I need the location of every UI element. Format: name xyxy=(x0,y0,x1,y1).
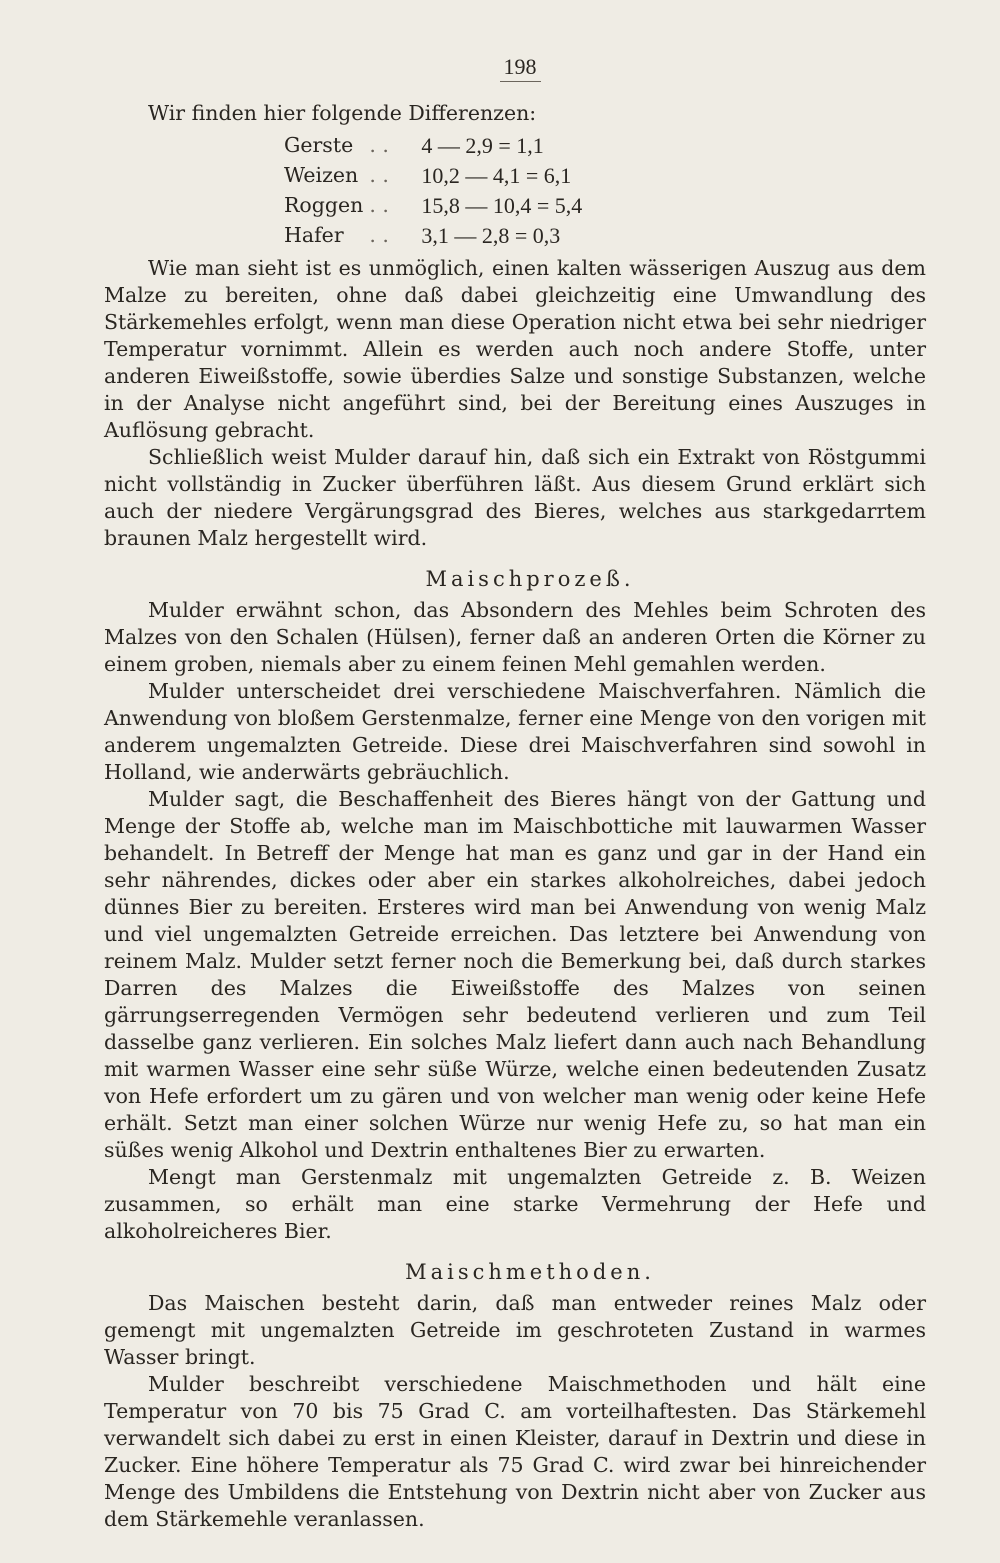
grain-name: Hafer xyxy=(284,222,344,247)
difference-calc: 15,8 — 10,4 = 5,4 xyxy=(421,192,583,218)
section-heading: Maischmethoden. xyxy=(405,1260,655,1284)
grain-name: Weizen xyxy=(284,162,359,187)
paragraph: Wie man sieht ist es unmöglich, einen kalten wässerigen Auszug aus dem Malze zu bereiten, ohne daß dabei gleichzeitig eine Umwandlung des Stärkemehles erfolgt, wenn man diese Operation nicht etwa bei sehr niedriger Temperatur vornimmt. Allein es werden auch noch andere Stoffe, unter anderen Eiweißstoffe, sowie überdies Salze und sonstige Substanzen, welche in der Analyse nicht angeführt sind, bei der Bereitung eines Auszuges in Auflösung gebracht. xyxy=(104,256,926,442)
table-row: Weizen . . 10,2 — 4,1 = 6,1 xyxy=(284,160,588,190)
differences-table xyxy=(284,130,588,250)
paragraph: Mulder unterscheidet drei verschiedene Maischverfahren. Nämlich die Anwendung von bloßem Gerstenmalze, ferner eine Menge von den vorigen mit anderem ungemalzten Getreide. Diese drei Maischverfahren sind sowohl in Holland, wie anderwärts gebräuchlich. xyxy=(104,679,926,784)
paragraph: Mulder erwähnt schon, das Absondern des Mehles beim Schroten des Malzes von den Schalen (Hülsen), ferner daß an anderen Orten die Körner zu einem groben, niemals aber zu einem feinen Mehl gemahlen werden. xyxy=(104,598,926,676)
difference-calc: 10,2 — 4,1 = 6,1 xyxy=(421,162,572,188)
paragraph: Mengt man Gerstenmalz mit ungemalzten Getreide z. B. Weizen zusammen, so erhält man eine starke Vermehrung der Hefe und alkoholreicheres Bier. xyxy=(104,1165,926,1243)
grain-name: Gerste xyxy=(284,132,354,157)
paragraph: Das Maischen besteht darin, daß man entweder reines Malz oder gemengt mit ungemalzten Getreide im geschroteten Zustand in warmes Wasser bringt. xyxy=(104,1291,926,1369)
table-row: Roggen . . 15,8 — 10,4 = 5,4 xyxy=(284,190,588,220)
section-heading: Maischprozeß. xyxy=(425,567,635,591)
grain-name: Roggen xyxy=(284,192,364,217)
page-number: 198 xyxy=(0,54,1000,80)
difference-calc: 3,1 — 2,8 = 0,3 xyxy=(421,222,561,248)
table-row: Gerste . . 4 — 2,9 = 1,1 xyxy=(284,130,588,160)
paragraph: Mulder sagt, die Beschaffenheit des Bieres hängt von der Gattung und Menge der Stoffe ab, welche man im Maischbottiche mit lauwarmen Wasser behandelt. In Betreff der Menge hat man es ganz und gar in der Hand ein sehr nährendes, dickes oder aber ein starkes alkoholreiches, dabei jedoch dünnes Bier zu bereiten. Ersteres wird man bei Anwendung von wenig Malz und viel ungemalzten Getreide erreichen. Das letztere bei Anwendung von reinem Malz. Mulder setzt ferner noch die Bemerkung bei, daß durch starkes Darren des Malzes die Eiweißstoffe des Malzes von seinen gärrungserregenden Vermögen sehr bedeutend verlieren und zum Teil dasselbe ganz verlieren. Ein solches Malz liefert dann auch nach Behandlung mit warmen Wasser eine sehr süße Würze, welche einen bedeutenden Zusatz von Hefe erfordert um zu gären und von welcher man wenig oder keine Hefe erhält. Setzt man einer solchen Würze nur wenig Hefe zu, so hat man ein süßes wenig Alkohol und Dextrin enthaltenes Bier zu erwarten. xyxy=(104,787,926,1162)
paragraph: Mulder beschreibt verschiedene Maischmethoden und hält eine Temperatur von 70 bis 75 Grad C. am vorteilhaftesten. Das Stärkemehl verwandelt sich dabei zu erst in einen Kleister, darauf in Dextrin und diese in Zucker. Eine höhere Temperatur als 75 Grad C. wird zwar bei hinreichender Menge des Umbildens die Entstehung von Dextrin nicht aber von Zucker aus dem Stärkemehle veranlassen. xyxy=(104,1372,926,1531)
difference-calc: 4 — 2,9 = 1,1 xyxy=(421,132,544,158)
table-row: Hafer . . 3,1 — 2,8 = 0,3 xyxy=(284,220,588,250)
body-text xyxy=(104,100,926,1533)
paragraph: Schließlich weist Mulder darauf hin, daß sich ein Extrakt von Röstgummi nicht vollständig in Zucker überführen läßt. Aus diesem Grund erklärt sich auch der niedere Vergärungsgrad des Bieres, welches aus starkgedarrtem braunen Malz hergestellt wird. xyxy=(104,445,926,550)
intro-line: Wir finden hier folgende Differenzen: xyxy=(148,101,537,125)
